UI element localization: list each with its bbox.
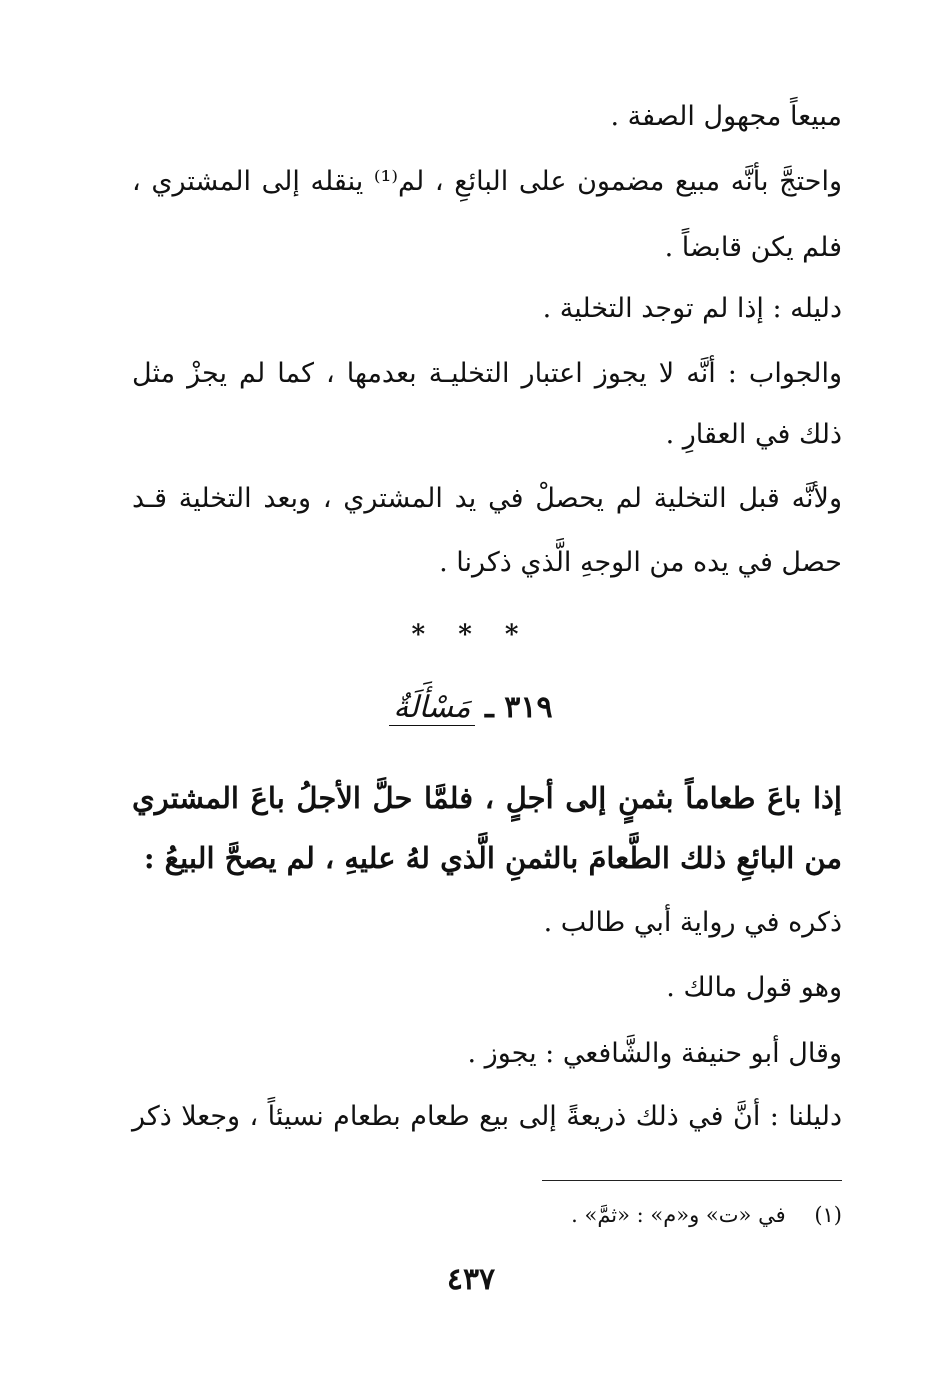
text-line: مبيعاً مجهول الصفة . [610, 101, 842, 132]
page-number: ٤٣٧ [446, 1262, 496, 1297]
footnote-divider [542, 1180, 842, 1181]
text-line: ولأنَّه قبل التخلية لم يحصلْ في يد المشتري ، وبعد التخلية قـد [132, 483, 842, 514]
text-line: فلم يكن قابضاً . [664, 232, 842, 263]
text-line: حصل في يده من الوجهِ الَّذي ذكرنا . [439, 547, 842, 578]
issue-statement-line: إذا باعَ طعاماً بثمنٍ إلى أجلٍ ، فلمَّا حلَّ الأجلُ باعَ المشتري [132, 781, 842, 815]
issue-statement-line: من البائعِ ذلك الطَّعامَ بالثمنِ الَّذي لهُ عليهِ ، لم يصحَّ البيعُ : [143, 841, 842, 875]
footnote-text: في «ت» و«م» : «ثمَّ» . [571, 1203, 786, 1227]
text-line: ذلك في العقارِ . [665, 419, 842, 450]
footnote-number: (١) [814, 1203, 842, 1227]
issue-number: ٣١٩ ـ [485, 690, 553, 725]
section-separator: * * * [411, 620, 531, 650]
issue-title-word: مَسْأَلَةٌ [389, 690, 474, 726]
text-line: ذكره في رواية أبي طالب . [543, 907, 842, 938]
text-line: واحتجَّ بأنَّه مبيع مضمون على البائعِ ، لم⁽¹⁾ ينقله إلى المشتري ، [132, 166, 842, 197]
footnote [571, 1200, 842, 1230]
text-line: دليلنا : أنَّ في ذلك ذريعةً إلى بيع طعام بطعام نسيئاً ، وجعلا ذكر [132, 1101, 842, 1132]
issue-heading [0, 690, 942, 725]
text-line: وقال أبو حنيفة والشَّافعي : يجوز . [467, 1038, 842, 1069]
text-line: دليله : إذا لم توجد التخلية . [542, 293, 842, 324]
text-line: وهو قول مالك . [666, 972, 842, 1003]
text-line: والجواب : أنَّه لا يجوز اعتبار التخليـة بعدمها ، كما لم يجزْ مثل [132, 358, 842, 389]
